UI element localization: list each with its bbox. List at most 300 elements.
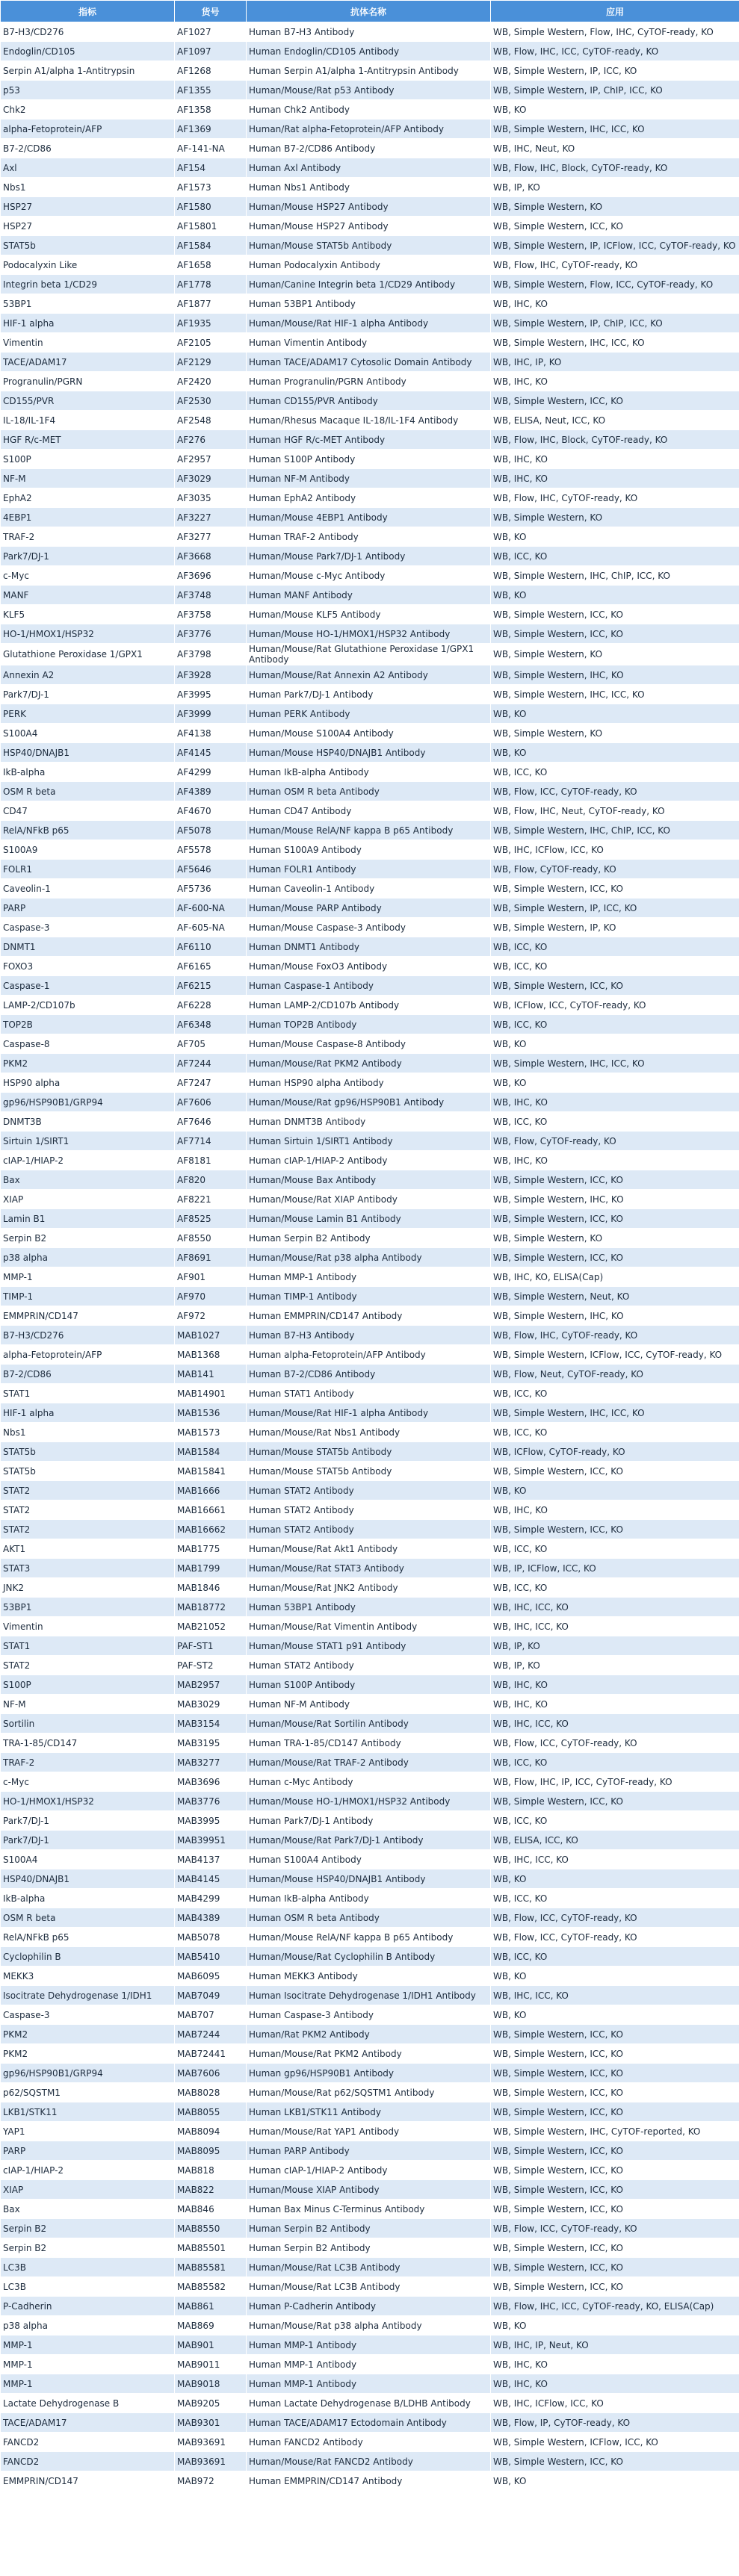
cell-target: NF-M xyxy=(1,469,175,488)
table-row xyxy=(1,821,739,840)
cell-applications: WB, Flow, IHC, IP, ICC, CyTOF-ready, KO xyxy=(491,1772,739,1792)
cell-applications: WB, KO xyxy=(491,100,739,120)
cell-target: HSP40/DNAJB1 xyxy=(1,1869,175,1889)
cell-target: XIAP xyxy=(1,1190,175,1209)
table-row xyxy=(1,1365,739,1384)
table-row xyxy=(1,2374,739,2394)
cell-target: HO-1/HMOX1/HSP32 xyxy=(1,624,175,644)
cell-antibody-name: Human S100P Antibody xyxy=(247,450,491,469)
cell-applications: WB, IHC, KO xyxy=(491,450,739,469)
cell-target: Cyclophilin B xyxy=(1,1947,175,1967)
cell-applications: WB, Simple Western, ICC, KO xyxy=(491,1248,739,1267)
cell-target: PARP xyxy=(1,899,175,918)
table-row xyxy=(1,1093,739,1112)
cell-applications: WB, Simple Western, ICC, KO xyxy=(491,605,739,624)
cell-target: TOP2B xyxy=(1,1015,175,1034)
table-row xyxy=(1,1772,739,1792)
cell-catalog-number: MAB6095 xyxy=(175,1967,247,1986)
cell-applications: WB, IHC, KO xyxy=(491,1093,739,1112)
table-row xyxy=(1,1617,739,1636)
cell-catalog-number: AF1369 xyxy=(175,120,247,139)
cell-applications: WB, ICC, KO xyxy=(491,1384,739,1403)
cell-antibody-name: Human/Mouse Lamin B1 Antibody xyxy=(247,1209,491,1229)
cell-applications: WB, Simple Western, IHC, KO xyxy=(491,1190,739,1209)
cell-target: STAT2 xyxy=(1,1481,175,1500)
table-row xyxy=(1,1423,739,1442)
cell-catalog-number: AF8221 xyxy=(175,1190,247,1209)
cell-target: MEKK3 xyxy=(1,1967,175,1986)
cell-catalog-number: MAB9301 xyxy=(175,2413,247,2433)
cell-catalog-number: AF154 xyxy=(175,158,247,178)
cell-applications: WB, Simple Western, IHC, ICC, KO xyxy=(491,120,739,139)
table-body xyxy=(1,22,739,2491)
table-row xyxy=(1,2452,739,2471)
cell-applications: WB, KO xyxy=(491,2471,739,2491)
cell-applications: WB, IHC, ICC, KO xyxy=(491,1598,739,1617)
cell-target: alpha-Fetoprotein/AFP xyxy=(1,1345,175,1365)
table-row xyxy=(1,763,739,782)
cell-antibody-name: Human/Mouse/Rat XIAP Antibody xyxy=(247,1190,491,1209)
cell-catalog-number: AF1580 xyxy=(175,197,247,217)
cell-catalog-number: PAF-ST2 xyxy=(175,1656,247,1675)
cell-catalog-number: MAB5410 xyxy=(175,1947,247,1967)
cell-applications: WB, Simple Western, IHC, ICC, KO xyxy=(491,1403,739,1423)
cell-antibody-name: Human EMMPRIN/CD147 Antibody xyxy=(247,1306,491,1326)
cell-target: TACE/ADAM17 xyxy=(1,353,175,372)
table-row xyxy=(1,1190,739,1209)
cell-target: OSM R beta xyxy=(1,782,175,801)
cell-applications: WB, KO xyxy=(491,1967,739,1986)
table-row xyxy=(1,430,739,450)
cell-antibody-name: Human/Mouse/Rat Glutathione Peroxidase 1/GPX1 Antibody xyxy=(247,644,491,665)
cell-target: CD155/PVR xyxy=(1,391,175,411)
cell-catalog-number: AF4145 xyxy=(175,743,247,763)
cell-applications: WB, Simple Western, ICC, KO xyxy=(491,2238,739,2258)
table-row xyxy=(1,685,739,704)
cell-catalog-number: MAB3195 xyxy=(175,1734,247,1753)
table-row xyxy=(1,1403,739,1423)
cell-catalog-number: AF3798 xyxy=(175,644,247,665)
cell-antibody-name: Human NF-M Antibody xyxy=(247,469,491,488)
cell-target: p53 xyxy=(1,81,175,100)
cell-catalog-number: AF7714 xyxy=(175,1132,247,1151)
cell-antibody-name: Human Vimentin Antibody xyxy=(247,333,491,353)
cell-catalog-number: MAB141 xyxy=(175,1365,247,1384)
cell-catalog-number: AF1268 xyxy=(175,61,247,81)
cell-catalog-number: MAB3776 xyxy=(175,1792,247,1811)
cell-target: 4EBP1 xyxy=(1,508,175,527)
cell-antibody-name: Human Caspase-1 Antibody xyxy=(247,976,491,996)
cell-target: P-Cadherin xyxy=(1,2297,175,2316)
cell-applications: WB, Simple Western, ICC, KO xyxy=(491,879,739,899)
table-row xyxy=(1,1578,739,1598)
cell-target: STAT2 xyxy=(1,1520,175,1539)
cell-applications: WB, Simple Western, IHC, ChIP, ICC, KO xyxy=(491,821,739,840)
cell-target: EMMPRIN/CD147 xyxy=(1,1306,175,1326)
cell-antibody-name: Human/Mouse PARP Antibody xyxy=(247,899,491,918)
cell-antibody-name: Human/Mouse/Rat Cyclophilin B Antibody xyxy=(247,1947,491,1967)
cell-target: OSM R beta xyxy=(1,1908,175,1928)
cell-antibody-name: Human Park7/DJ-1 Antibody xyxy=(247,1811,491,1831)
cell-catalog-number: MAB4145 xyxy=(175,1869,247,1889)
cell-antibody-name: Human TOP2B Antibody xyxy=(247,1015,491,1034)
cell-applications: WB, Flow, IHC, CyTOF-ready, KO xyxy=(491,1326,739,1345)
cell-applications: WB, IHC, IP, KO xyxy=(491,353,739,372)
cell-catalog-number: MAB9018 xyxy=(175,2374,247,2394)
cell-target: Bax xyxy=(1,1170,175,1190)
cell-catalog-number: AF5078 xyxy=(175,821,247,840)
cell-antibody-name: Human PERK Antibody xyxy=(247,704,491,724)
cell-antibody-name: Human MMP-1 Antibody xyxy=(247,2336,491,2355)
cell-antibody-name: Human STAT2 Antibody xyxy=(247,1520,491,1539)
cell-catalog-number: AF8525 xyxy=(175,1209,247,1229)
cell-applications: WB, KO xyxy=(491,704,739,724)
cell-applications: WB, Simple Western, IP, ICFlow, ICC, CyTOF-ready, KO xyxy=(491,236,739,255)
cell-antibody-name: Human/Rat alpha-Fetoprotein/AFP Antibody xyxy=(247,120,491,139)
cell-catalog-number: AF-141-NA xyxy=(175,139,247,158)
cell-antibody-name: Human/Mouse STAT5b Antibody xyxy=(247,1442,491,1462)
cell-applications: WB, Flow, Neut, CyTOF-ready, KO xyxy=(491,1365,739,1384)
cell-catalog-number: MAB39951 xyxy=(175,1831,247,1850)
cell-catalog-number: AF1573 xyxy=(175,178,247,197)
cell-applications: WB, IHC, KO xyxy=(491,1695,739,1714)
cell-target: Caspase-3 xyxy=(1,918,175,937)
table-row xyxy=(1,1345,739,1365)
cell-target: Nbs1 xyxy=(1,1423,175,1442)
cell-target: Progranulin/PGRN xyxy=(1,372,175,391)
cell-antibody-name: Human/Mouse HSP27 Antibody xyxy=(247,197,491,217)
cell-antibody-name: Human/Mouse/Rat LC3B Antibody xyxy=(247,2258,491,2277)
cell-applications: WB, IHC, KO, ELISA(Cap) xyxy=(491,1267,739,1287)
cell-antibody-name: Human/Mouse Caspase-8 Antibody xyxy=(247,1034,491,1054)
table-row xyxy=(1,644,739,665)
table-row xyxy=(1,605,739,624)
cell-target: PERK xyxy=(1,704,175,724)
cell-applications: WB, Simple Western, IP, ICC, KO xyxy=(491,899,739,918)
cell-antibody-name: Human/Mouse HSP27 Antibody xyxy=(247,217,491,236)
cell-catalog-number: MAB4137 xyxy=(175,1850,247,1869)
cell-applications: WB, Simple Western, ICC, KO xyxy=(491,624,739,644)
cell-catalog-number: AF3758 xyxy=(175,605,247,624)
table-row xyxy=(1,1520,739,1539)
cell-applications: WB, Simple Western, ICC, KO xyxy=(491,2452,739,2471)
cell-applications: WB, Flow, IHC, CyTOF-ready, KO xyxy=(491,255,739,275)
cell-target: HIF-1 alpha xyxy=(1,1403,175,1423)
cell-antibody-name: Human B7-2/CD86 Antibody xyxy=(247,1365,491,1384)
table-row xyxy=(1,217,739,236)
cell-catalog-number: AF3748 xyxy=(175,586,247,605)
cell-catalog-number: AF2957 xyxy=(175,450,247,469)
cell-catalog-number: MAB85581 xyxy=(175,2258,247,2277)
cell-applications: WB, IP, KO xyxy=(491,1656,739,1675)
cell-catalog-number: AF6215 xyxy=(175,976,247,996)
cell-catalog-number: AF15801 xyxy=(175,217,247,236)
cell-antibody-name: Human Serpin A1/alpha 1-Antitrypsin Antibody xyxy=(247,61,491,81)
cell-antibody-name: Human/Mouse/Rat p38 alpha Antibody xyxy=(247,1248,491,1267)
cell-target: alpha-Fetoprotein/AFP xyxy=(1,120,175,139)
cell-antibody-name: Human gp96/HSP90B1 Antibody xyxy=(247,2064,491,2083)
cell-antibody-name: Human/Mouse/Rat LC3B Antibody xyxy=(247,2277,491,2297)
table-row xyxy=(1,2064,739,2083)
cell-applications: WB, Flow, IHC, Block, CyTOF-ready, KO xyxy=(491,158,739,178)
table-row xyxy=(1,996,739,1015)
table-row xyxy=(1,1908,739,1928)
cell-applications: WB, ICFlow, ICC, CyTOF-ready, KO xyxy=(491,996,739,1015)
cell-target: RelA/NFkB p65 xyxy=(1,821,175,840)
cell-catalog-number: AF2530 xyxy=(175,391,247,411)
table-row xyxy=(1,1928,739,1947)
cell-catalog-number: AF4670 xyxy=(175,801,247,821)
cell-antibody-name: Human/Mouse STAT1 p91 Antibody xyxy=(247,1636,491,1656)
table-row xyxy=(1,294,739,314)
cell-catalog-number: AF7247 xyxy=(175,1073,247,1093)
cell-applications: WB, ICC, KO xyxy=(491,957,739,976)
cell-antibody-name: Human/Mouse/Rat Vimentin Antibody xyxy=(247,1617,491,1636)
cell-applications: WB, Flow, IP, CyTOF-ready, KO xyxy=(491,2413,739,2433)
table-row xyxy=(1,2316,739,2336)
table-row xyxy=(1,508,739,527)
cell-antibody-name: Human/Mouse Park7/DJ-1 Antibody xyxy=(247,547,491,566)
table-row xyxy=(1,665,739,685)
table-row xyxy=(1,1811,739,1831)
table-row xyxy=(1,1559,739,1578)
cell-catalog-number: AF6228 xyxy=(175,996,247,1015)
cell-applications: WB, Simple Western, ICC, KO xyxy=(491,2064,739,2083)
cell-antibody-name: Human Axl Antibody xyxy=(247,158,491,178)
cell-antibody-name: Human/Mouse/Rat p38 alpha Antibody xyxy=(247,2316,491,2336)
cell-antibody-name: Human TACE/ADAM17 Ectodomain Antibody xyxy=(247,2413,491,2433)
cell-catalog-number: AF-600-NA xyxy=(175,899,247,918)
cell-applications: WB, KO xyxy=(491,743,739,763)
table-row xyxy=(1,1054,739,1073)
cell-target: FANCD2 xyxy=(1,2433,175,2452)
table-row xyxy=(1,1831,739,1850)
cell-applications: WB, Flow, IHC, ICC, CyTOF-ready, KO xyxy=(491,42,739,61)
cell-catalog-number: AF1358 xyxy=(175,100,247,120)
cell-applications: WB, Simple Western, ICC, KO xyxy=(491,2044,739,2064)
cell-applications: WB, Simple Western, IHC, ICC, KO xyxy=(491,685,739,704)
cell-antibody-name: Human/Mouse/Rat STAT3 Antibody xyxy=(247,1559,491,1578)
cell-catalog-number: MAB8028 xyxy=(175,2083,247,2102)
cell-applications: WB, Simple Western, IHC, KO xyxy=(491,1306,739,1326)
cell-catalog-number: MAB8094 xyxy=(175,2122,247,2141)
cell-applications: WB, ICC, KO xyxy=(491,937,739,957)
cell-catalog-number: AF3035 xyxy=(175,488,247,508)
cell-applications: WB, Flow, ICC, CyTOF-ready, KO xyxy=(491,1928,739,1947)
cell-catalog-number: MAB9205 xyxy=(175,2394,247,2413)
cell-target: B7-H3/CD276 xyxy=(1,1326,175,1345)
table-row xyxy=(1,704,739,724)
cell-applications: WB, Flow, ICC, CyTOF-ready, KO xyxy=(491,1734,739,1753)
cell-applications: WB, Simple Western, IHC, ICC, KO xyxy=(491,1054,739,1073)
cell-antibody-name: Human HGF R/c-MET Antibody xyxy=(247,430,491,450)
table-row xyxy=(1,1132,739,1151)
cell-catalog-number: AF3277 xyxy=(175,527,247,547)
table-row xyxy=(1,255,739,275)
cell-antibody-name: Human/Mouse/Rat YAP1 Antibody xyxy=(247,2122,491,2141)
cell-antibody-name: Human MMP-1 Antibody xyxy=(247,1267,491,1287)
cell-catalog-number: MAB2957 xyxy=(175,1675,247,1695)
cell-antibody-name: Human STAT2 Antibody xyxy=(247,1656,491,1675)
cell-target: Nbs1 xyxy=(1,178,175,197)
table-row xyxy=(1,1695,739,1714)
table-row xyxy=(1,860,739,879)
cell-antibody-name: Human/Mouse/Rat Sortilin Antibody xyxy=(247,1714,491,1734)
cell-catalog-number: AF5646 xyxy=(175,860,247,879)
cell-antibody-name: Human DNMT3B Antibody xyxy=(247,1112,491,1132)
cell-antibody-name: Human B7-H3 Antibody xyxy=(247,22,491,42)
cell-applications: WB, IHC, KO xyxy=(491,1151,739,1170)
cell-applications: WB, Flow, IHC, Neut, CyTOF-ready, KO xyxy=(491,801,739,821)
table-row xyxy=(1,547,739,566)
cell-antibody-name: Human/Mouse FoxO3 Antibody xyxy=(247,957,491,976)
table-row xyxy=(1,197,739,217)
cell-catalog-number: MAB3277 xyxy=(175,1753,247,1772)
cell-antibody-name: Human/Mouse XIAP Antibody xyxy=(247,2180,491,2200)
cell-target: p62/SQSTM1 xyxy=(1,2083,175,2102)
cell-antibody-name: Human S100A4 Antibody xyxy=(247,1850,491,1869)
cell-target: cIAP-1/HIAP-2 xyxy=(1,1151,175,1170)
cell-antibody-name: Human/Mouse/Rat Nbs1 Antibody xyxy=(247,1423,491,1442)
cell-antibody-name: Human/Mouse/Rat HIF-1 alpha Antibody xyxy=(247,314,491,333)
cell-catalog-number: AF1097 xyxy=(175,42,247,61)
cell-target: Lamin B1 xyxy=(1,1209,175,1229)
cell-target: XIAP xyxy=(1,2180,175,2200)
cell-catalog-number: MAB1775 xyxy=(175,1539,247,1559)
cell-antibody-name: Human/Mouse KLF5 Antibody xyxy=(247,605,491,624)
cell-target: MMP-1 xyxy=(1,2374,175,2394)
table-row xyxy=(1,1112,739,1132)
table-row xyxy=(1,158,739,178)
cell-catalog-number: MAB1666 xyxy=(175,1481,247,1500)
cell-antibody-name: Human Endoglin/CD105 Antibody xyxy=(247,42,491,61)
cell-catalog-number: MAB18772 xyxy=(175,1598,247,1617)
cell-applications: WB, IP, KO xyxy=(491,178,739,197)
cell-catalog-number: MAB818 xyxy=(175,2161,247,2180)
header-antibody-name: 抗体名称 xyxy=(247,1,491,22)
cell-antibody-name: Human/Mouse S100A4 Antibody xyxy=(247,724,491,743)
table-row xyxy=(1,1539,739,1559)
cell-catalog-number: MAB8055 xyxy=(175,2102,247,2122)
cell-target: Caveolin-1 xyxy=(1,879,175,899)
cell-antibody-name: Human/Mouse HO-1/HMOX1/HSP32 Antibody xyxy=(247,624,491,644)
cell-catalog-number: AF4138 xyxy=(175,724,247,743)
table-row xyxy=(1,2433,739,2452)
cell-catalog-number: AF3928 xyxy=(175,665,247,685)
cell-target: STAT3 xyxy=(1,1559,175,1578)
cell-catalog-number: AF1658 xyxy=(175,255,247,275)
cell-catalog-number: AF3995 xyxy=(175,685,247,704)
cell-target: gp96/HSP90B1/GRP94 xyxy=(1,2064,175,2083)
cell-target: HSP27 xyxy=(1,217,175,236)
cell-target: Caspase-8 xyxy=(1,1034,175,1054)
cell-antibody-name: Human MANF Antibody xyxy=(247,586,491,605)
table-row xyxy=(1,1326,739,1345)
cell-antibody-name: Human alpha-Fetoprotein/AFP Antibody xyxy=(247,1345,491,1365)
cell-catalog-number: MAB3029 xyxy=(175,1695,247,1714)
cell-target: Serpin B2 xyxy=(1,2238,175,2258)
table-row xyxy=(1,2238,739,2258)
table-row xyxy=(1,2044,739,2064)
cell-applications: WB, IHC, KO xyxy=(491,1675,739,1695)
cell-target: 53BP1 xyxy=(1,294,175,314)
cell-target: FANCD2 xyxy=(1,2452,175,2471)
cell-target: STAT5b xyxy=(1,1442,175,1462)
cell-antibody-name: Human/Mouse RelA/NF kappa B p65 Antibody xyxy=(247,1928,491,1947)
cell-catalog-number: MAB7049 xyxy=(175,1986,247,2005)
cell-applications: WB, ICC, KO xyxy=(491,1889,739,1908)
cell-catalog-number: AF4389 xyxy=(175,782,247,801)
cell-catalog-number: MAB15841 xyxy=(175,1462,247,1481)
cell-applications: WB, KO xyxy=(491,1034,739,1054)
table-row xyxy=(1,1073,739,1093)
cell-antibody-name: Human/Mouse/Rat PKM2 Antibody xyxy=(247,1054,491,1073)
cell-catalog-number: AF7606 xyxy=(175,1093,247,1112)
cell-target: Sirtuin 1/SIRT1 xyxy=(1,1132,175,1151)
table-row xyxy=(1,1967,739,1986)
cell-antibody-name: Human c-Myc Antibody xyxy=(247,1772,491,1792)
cell-antibody-name: Human CD47 Antibody xyxy=(247,801,491,821)
cell-antibody-name: Human Isocitrate Dehydrogenase 1/IDH1 Antibody xyxy=(247,1986,491,2005)
cell-applications: WB, Simple Western, ICC, KO xyxy=(491,1462,739,1481)
cell-applications: WB, Simple Western, ICC, KO xyxy=(491,391,739,411)
cell-target: Caspase-1 xyxy=(1,976,175,996)
cell-antibody-name: Human MEKK3 Antibody xyxy=(247,1967,491,1986)
cell-antibody-name: Human STAT2 Antibody xyxy=(247,1481,491,1500)
cell-applications: WB, Simple Western, ICFlow, ICC, CyTOF-ready, KO xyxy=(491,1345,739,1365)
table-row xyxy=(1,2336,739,2355)
cell-antibody-name: Human/Mouse/Rat p53 Antibody xyxy=(247,81,491,100)
cell-antibody-name: Human MMP-1 Antibody xyxy=(247,2355,491,2374)
cell-applications: WB, Flow, IHC, ICC, CyTOF-ready, KO, ELISA(Cap) xyxy=(491,2297,739,2316)
cell-applications: WB, Flow, ICC, CyTOF-ready, KO xyxy=(491,2219,739,2238)
cell-catalog-number: AF6110 xyxy=(175,937,247,957)
cell-applications: WB, ICC, KO xyxy=(491,1753,739,1772)
cell-applications: WB, Simple Western, ICC, KO xyxy=(491,2180,739,2200)
cell-target: Isocitrate Dehydrogenase 1/IDH1 xyxy=(1,1986,175,2005)
cell-catalog-number: MAB93691 xyxy=(175,2452,247,2471)
cell-catalog-number: AF3029 xyxy=(175,469,247,488)
cell-applications: WB, IHC, Neut, KO xyxy=(491,139,739,158)
table-row xyxy=(1,391,739,411)
cell-target: B7-2/CD86 xyxy=(1,1365,175,1384)
table-row xyxy=(1,899,739,918)
cell-target: TRAF-2 xyxy=(1,527,175,547)
cell-applications: WB, Simple Western, ICC, KO xyxy=(491,2258,739,2277)
cell-catalog-number: MAB8095 xyxy=(175,2141,247,2161)
table-row xyxy=(1,2219,739,2238)
cell-applications: WB, IHC, ICC, KO xyxy=(491,1714,739,1734)
cell-antibody-name: Human STAT2 Antibody xyxy=(247,1500,491,1520)
cell-catalog-number: AF1027 xyxy=(175,22,247,42)
cell-catalog-number: AF-605-NA xyxy=(175,918,247,937)
cell-target: MMP-1 xyxy=(1,1267,175,1287)
cell-target: PARP xyxy=(1,2141,175,2161)
table-row xyxy=(1,2102,739,2122)
cell-catalog-number: AF1877 xyxy=(175,294,247,314)
cell-target: S100A4 xyxy=(1,724,175,743)
cell-applications: WB, IHC, ICC, KO xyxy=(491,1617,739,1636)
cell-applications: WB, Simple Western, ICC, KO xyxy=(491,1792,739,1811)
cell-target: LC3B xyxy=(1,2258,175,2277)
cell-applications: WB, Simple Western, Neut, KO xyxy=(491,1287,739,1306)
table-row xyxy=(1,586,739,605)
cell-antibody-name: Human HSP90 alpha Antibody xyxy=(247,1073,491,1093)
cell-catalog-number: PAF-ST1 xyxy=(175,1636,247,1656)
table-row xyxy=(1,1248,739,1267)
cell-applications: WB, Simple Western, KO xyxy=(491,197,739,217)
cell-catalog-number: MAB1584 xyxy=(175,1442,247,1462)
